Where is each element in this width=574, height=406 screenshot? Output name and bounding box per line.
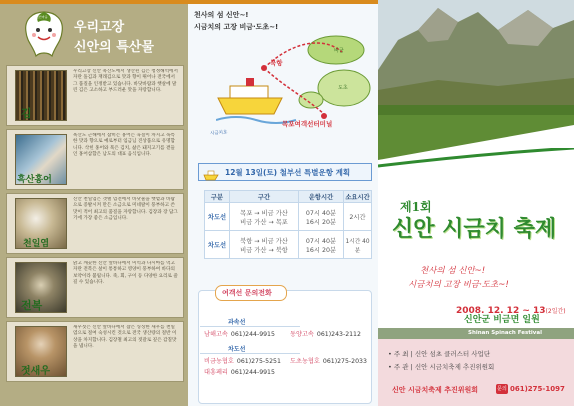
table-row [205, 231, 372, 259]
slogan-line2: 시금치의 고장 비금·도초~! [408, 280, 509, 290]
product-name: 김 [21, 107, 32, 120]
festival-edition: 제1회 [400, 200, 432, 214]
table-row [205, 203, 372, 231]
product-entry-laver [6, 65, 184, 126]
table-header-row [205, 191, 372, 203]
organizer-box [378, 339, 574, 406]
route-return: 비금 가산 → 북항 [240, 246, 288, 254]
contact-group-header: 과속선 [228, 319, 246, 326]
cell-type: 차도선 [205, 231, 230, 259]
product-description: 우리고장 신안 흑산도에서 생산된 김은 청정해역에서 자란 돌김과 재래김으로 맛과 향이 뛰어나 전국에서 그 품질을 인정받고 있습니다. 바닷바람과 햇살에 말린 김은 고소하고 부드러운 맛을 자랑합니다. [73, 69, 178, 93]
mascot-logo [22, 10, 66, 60]
header-underline [200, 326, 300, 327]
product-name: 천일염 [23, 239, 50, 249]
contact-item [204, 329, 275, 338]
time-return: 16시 20분 [305, 246, 337, 254]
route-return: 비금 가산 → 목포 [240, 218, 288, 226]
product-entry-abalone [6, 257, 184, 318]
date-range: 2008. 12. 12 ~ 13 [456, 306, 546, 316]
time-outbound: 07시 40분 [305, 237, 337, 245]
contact-phone: 061)243-2112 [316, 331, 361, 338]
slogan-line1: 천사의 섬 신안~! [420, 266, 486, 276]
organizer-host: • 주 최 | 신안 섬초 클러스터 사업단 [388, 350, 491, 358]
contact-box [198, 290, 372, 404]
route-outbound: 북항 → 비금 가산 [240, 237, 288, 245]
specialty-products-panel [0, 0, 188, 406]
festival-title: 신안 시금치 축제 [392, 216, 557, 242]
festival-cover-panel [378, 0, 574, 406]
left-title-box [66, 14, 186, 60]
green-swoosh [378, 148, 574, 168]
festival-venue: 신안군 비금면 일원 [464, 315, 540, 325]
map-title-line1: 천사의 섬 신안~! [194, 11, 249, 19]
contact-item [204, 367, 275, 376]
contact-title-pill [215, 285, 287, 301]
contact-phone: 061)275-2033 [322, 358, 367, 365]
map-label-island1: 비금 [334, 48, 344, 54]
table-header: 운항시간 [299, 191, 344, 203]
contact-name: 도초농협호 [290, 358, 320, 365]
cell-route [230, 231, 299, 259]
header-underline [200, 353, 300, 354]
english-title: Shinan Spinach Festival [468, 330, 542, 336]
english-title-bar [378, 328, 574, 339]
product-name: 흑산홍어 [17, 175, 52, 185]
committee-name: 신안 시금치축제 추진위원회 [392, 386, 479, 394]
inquiry-phone: 061)275-1097 [510, 385, 565, 393]
product-entry-skate [6, 129, 184, 190]
contact-name: 동양고속 [290, 331, 314, 338]
ferry-schedule-table [204, 190, 372, 259]
cell-type: 차도선 [205, 203, 230, 231]
route-outbound: 목포 → 비금 가산 [240, 209, 288, 217]
product-description: 맑고 깨끗한 신안 앞바다에서 미역과 다시마를 먹고 자란 전복은 살이 통통하고 영양이 풍부하여 바다의 보약이라 불립니다. 죽, 회, 구이 등 다양한 요리로 즐길 수 있습니다. [73, 261, 178, 285]
ferry-tag: 시금치호 [209, 130, 228, 137]
contact-phone: 061)244-9915 [230, 369, 275, 376]
contact-name: 남해고속 [204, 331, 228, 338]
table-header: 구분 [205, 191, 230, 203]
contact-phone: 061)244-9915 [230, 331, 275, 338]
top-accent-bar [188, 0, 378, 4]
time-outbound: 07시 40분 [305, 209, 337, 217]
product-name: 젓새우 [21, 366, 50, 377]
cell-time [299, 231, 344, 259]
contact-name: 대흥페리 [204, 369, 228, 376]
contact-group-header: 차도선 [228, 346, 246, 353]
product-entry-salt [6, 193, 184, 254]
spinach-field-photo [378, 0, 574, 160]
organizer-manager: • 주 관 | 신안 시금치축제 추진위원회 [388, 363, 495, 371]
cell-duration: 1시간 40분 [344, 231, 372, 259]
contact-item [290, 356, 367, 365]
contact-item [204, 356, 281, 365]
mascot-label: 신안마음 [36, 15, 48, 19]
contact-title: 여객선 문의전화 [222, 289, 272, 297]
contact-phone: 061)275-5251 [236, 358, 281, 365]
left-title-line2: 신안의 특산물 [74, 40, 154, 55]
cell-route [230, 203, 299, 231]
phone-badge: 문의 [497, 386, 507, 392]
left-title-line1: 우리고장 [74, 20, 125, 35]
product-entry-shrimp [6, 321, 184, 382]
cell-time [299, 203, 344, 231]
map-label-island2: 도초 [338, 85, 348, 91]
product-name: 전복 [21, 299, 43, 312]
map-title-line2: 시금치의 고장 비금·도초~! [194, 23, 279, 31]
date-days: (2일간) [545, 308, 566, 315]
ferry-icon [203, 166, 219, 178]
product-description: 흑산도 근해에서 잡히는 홍어는 육질이 차지고 독특한 맛과 향으로 예로부터 임금님 진상품으로 유명합니다. 삭힌 홍어와 묵은 김치, 삶은 돼지고기를 곁들인 홍어삼합은 남도의 대표 음식입니다. [73, 133, 175, 157]
cell-duration: 2시간 [344, 203, 372, 231]
product-description: 신안 천일염은 갯벌 염전에서 바닷물을 햇볕과 바람으로 증발시켜 만든 소금으로 미네랄이 풍부하고 쓴맛이 적어 최고의 품질을 자랑합니다. 김장과 장 담그기에 가장 좋은 소금입니다. [73, 197, 178, 221]
table-header: 구간 [230, 191, 299, 203]
contact-name: 비금농협호 [204, 358, 234, 365]
map-label-terminal: 목포여객선터미널 [282, 120, 333, 128]
time-return: 16시 20분 [305, 218, 337, 226]
table-header: 소요시간 [344, 191, 372, 203]
ferry-schedule-title-bar [198, 163, 372, 181]
product-description: 새우젓은 신안 앞바다에서 잡은 싱싱한 새우를 천일염으로 절여 숙성시킨 것으로 전국 생산량의 절반 이상을 차지합니다. 김장철 최고의 젓갈로 깊은 감칠맛을 냅니다. [73, 325, 177, 349]
ferry-schedule-title: 12월 13일(토) 철부선 특별운항 계획 [225, 168, 351, 177]
top-accent-bar [0, 0, 188, 4]
contact-item [290, 329, 361, 338]
map-label-north-port: 북항 [270, 59, 283, 67]
